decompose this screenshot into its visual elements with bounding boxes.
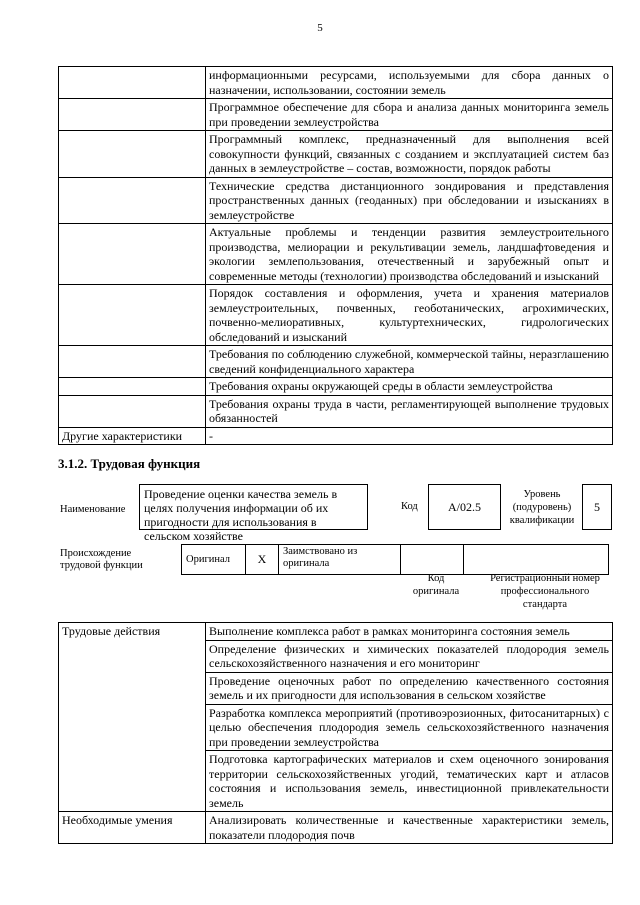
table-row xyxy=(59,623,613,641)
reg-number-caption: Регистрационный номер профессионального стандарта xyxy=(490,573,600,610)
original-label: Оригинал xyxy=(182,545,246,575)
original-code-caption: Код оригинала xyxy=(412,573,460,597)
row-text: информационными ресурсами, используемыми для сбора данных о назначении, использовании, состоянии земель xyxy=(206,67,613,99)
original-code-cell xyxy=(401,545,464,575)
borrowed-label: Заимствовано из оригинала xyxy=(279,545,401,575)
row-text: Порядок составления и оформления, учета и хранения материалов землеустроительных, почвенных, геоботанических, агрохимических, почвенно-мелиоративных, культуртехнических, гидрологических обследований и изысканий xyxy=(206,285,613,346)
table-row xyxy=(59,224,613,285)
origin-label xyxy=(60,548,160,572)
table-row xyxy=(59,395,613,427)
labor-actions-table xyxy=(58,622,613,844)
table-row xyxy=(59,346,613,378)
table-row xyxy=(59,99,613,131)
row-label xyxy=(59,346,206,378)
original-mark: X xyxy=(246,545,279,575)
table-row xyxy=(59,427,613,445)
labor-actions-label: Трудовые действия xyxy=(59,623,206,812)
name-label: Наименование xyxy=(60,504,126,515)
function-code: А/02.5 xyxy=(428,484,501,530)
qualification-level: 5 xyxy=(582,484,612,530)
table-row xyxy=(59,812,613,844)
row-label xyxy=(59,131,206,178)
row-text: Программный комплекс, предназначенный для выполнения всей совокупности функций, связанных с созданием и эксплуатацией систем баз данных в землеустройстве – состав, возможности, порядок работы xyxy=(206,131,613,178)
section-heading: 3.1.2. Трудовая функция xyxy=(58,456,201,471)
labor-action: Разработка комплекса мероприятий (противоэрозионных, фитосанитарных) с целью обеспечения плодородия земель сельскохозяйственного назначения при проведении землеустройства xyxy=(206,704,613,751)
function-name: Проведение оценки качества земель в целях получения информации об их пригодности для использования в сельском хозяйстве xyxy=(139,484,368,530)
code-label: Код xyxy=(401,501,418,512)
table-row xyxy=(59,177,613,224)
table-row xyxy=(59,378,613,396)
row-text: Актуальные проблемы и тенденции развития землеустроительного производства, мелиорации и рекультивации земель, ландшафтоведения и экологии землепользования, отечественный и зарубежный опыт и современные методы (технологии) производства обследований и изысканий xyxy=(206,224,613,285)
row-text: Программное обеспечение для сбора и анализа данных мониторинга земель при проведении землеустройства xyxy=(206,99,613,131)
level-label: Уровень (подуровень) квалификации xyxy=(509,489,575,526)
skill: Анализировать количественные и качественные характеристики земель, показатели плодородия почв xyxy=(206,812,613,844)
row-label xyxy=(59,378,206,396)
skills-label: Необходимые умения xyxy=(59,812,206,844)
origin-table xyxy=(181,544,609,575)
labor-action: Определение физических и химических показателей плодородия земель сельскохозяйственного назначения и его мониторинг xyxy=(206,640,613,672)
row-label xyxy=(59,395,206,427)
row-label xyxy=(59,224,206,285)
row-label xyxy=(59,99,206,131)
row-label: Другие характеристики xyxy=(59,427,206,445)
row-text: Требования охраны окружающей среды в области землеустройства xyxy=(206,378,613,396)
labor-action: Подготовка картографических материалов и схем оценочного зонирования территории сельскохозяйственных угодий, тематических карт и атласов состояния и использования земель, инвестиционной привлекательности земель xyxy=(206,751,613,812)
table-row xyxy=(59,285,613,346)
row-text: Технические средства дистанционного зондирования и представления пространственных данных (геоданных) при обследовании и изысканиях в землеустройстве xyxy=(206,177,613,224)
knowledge-table xyxy=(58,66,613,445)
row-label xyxy=(59,177,206,224)
table-row xyxy=(59,67,613,99)
row-label xyxy=(59,285,206,346)
table-row xyxy=(59,131,613,178)
row-text: Требования охраны труда в части, регламентирующей выполнение трудовых обязанностей xyxy=(206,395,613,427)
reg-number-cell xyxy=(464,545,609,575)
page-number: 5 xyxy=(317,22,323,34)
row-text: Требования по соблюдению служебной, коммерческой тайны, неразглашению сведений конфиденциального характера xyxy=(206,346,613,378)
origin-label-text: Происхождение трудовой функции xyxy=(60,548,143,571)
row-text: - xyxy=(206,427,613,445)
labor-action: Выполнение комплекса работ в рамках мониторинга состояния земель xyxy=(206,623,613,641)
row-label xyxy=(59,67,206,99)
labor-action: Проведение оценочных работ по определению качественного состояния земель и их пригодности для использования в сельском хозяйстве xyxy=(206,672,613,704)
